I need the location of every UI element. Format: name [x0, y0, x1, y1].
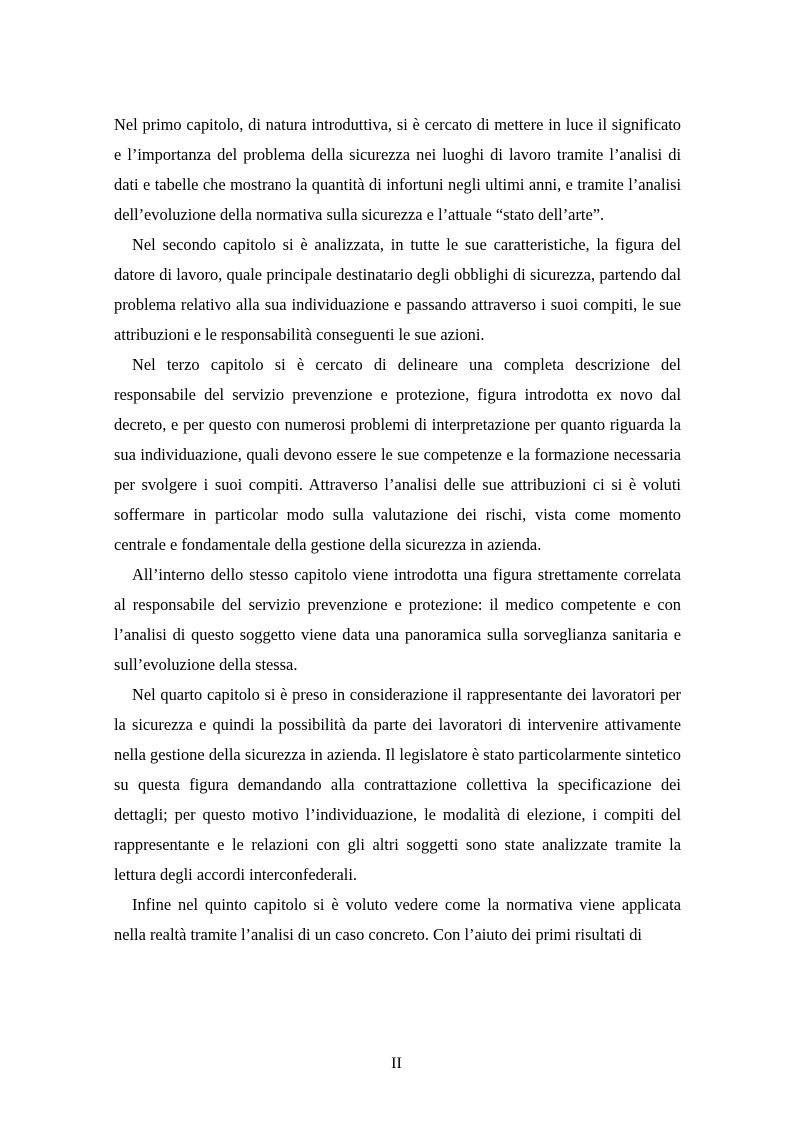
body-text	[114, 110, 681, 950]
paragraph-1: Nel primo capitolo, di natura introduttiva, si è cercato di mettere in luce il significato e l’importanza del problema della sicurezza nei luoghi di lavoro tramite l’analisi di dati e tabelle che mostrano la quantità di infortuni negli ultimi anni, e tramite l’analisi dell’evoluzione della normativa sulla sicurezza e l’attuale “stato dell’arte”.	[114, 115, 681, 224]
paragraph-6: Infine nel quinto capitolo si è voluto vedere come la normativa viene applicata nella realtà tramite l’analisi di un caso concreto. Con l’aiuto dei primi risultati di	[114, 895, 681, 944]
page-number: II	[391, 1055, 402, 1072]
paragraph-3: Nel terzo capitolo si è cercato di delineare una completa descrizione del responsabile del servizio prevenzione e protezione, figura introdotta ex novo dal decreto, e per questo con numerosi problemi di interpretazione per quanto riguarda la sua individuazione, quali devono essere le sue competenze e la formazione necessaria per svolgere i suoi compiti. Attraverso l’analisi delle sue attribuzioni ci si è voluti soffermare in particolar modo sulla valutazione dei rischi, vista come momento centrale e fondamentale della gestione della sicurezza in azienda.	[114, 355, 681, 554]
paragraph-2: Nel secondo capitolo si è analizzata, in tutte le sue caratteristiche, la figura del datore di lavoro, quale principale destinatario degli obblighi di sicurezza, partendo dal problema relativo alla sua individuazione e passando attraverso i suoi compiti, le sue attribuzioni e le responsabilità conseguenti le sue azioni.	[114, 235, 681, 344]
paragraph-5: Nel quarto capitolo si è preso in considerazione il rappresentante dei lavoratori per la sicurezza e quindi la possibilità da parte dei lavoratori di intervenire attivamente nella gestione della sicurezza in azienda. Il legislatore è stato particolarmente sintetico su questa figura demandando alla contrattazione collettiva la specificazione dei dettagli; per questo motivo l’individuazione, le modalità di elezione, i compiti del rappresentante e le relazioni con gli altri soggetti sono state analizzate tramite la lettura degli accordi interconfederali.	[114, 685, 681, 884]
paragraph-4: All’interno dello stesso capitolo viene introdotta una figura strettamente correlata al responsabile del servizio prevenzione e protezione: il medico competente e con l’analisi di questo soggetto viene data una panoramica sulla sorveglianza sanitaria e sull’evoluzione della stessa.	[114, 565, 681, 674]
